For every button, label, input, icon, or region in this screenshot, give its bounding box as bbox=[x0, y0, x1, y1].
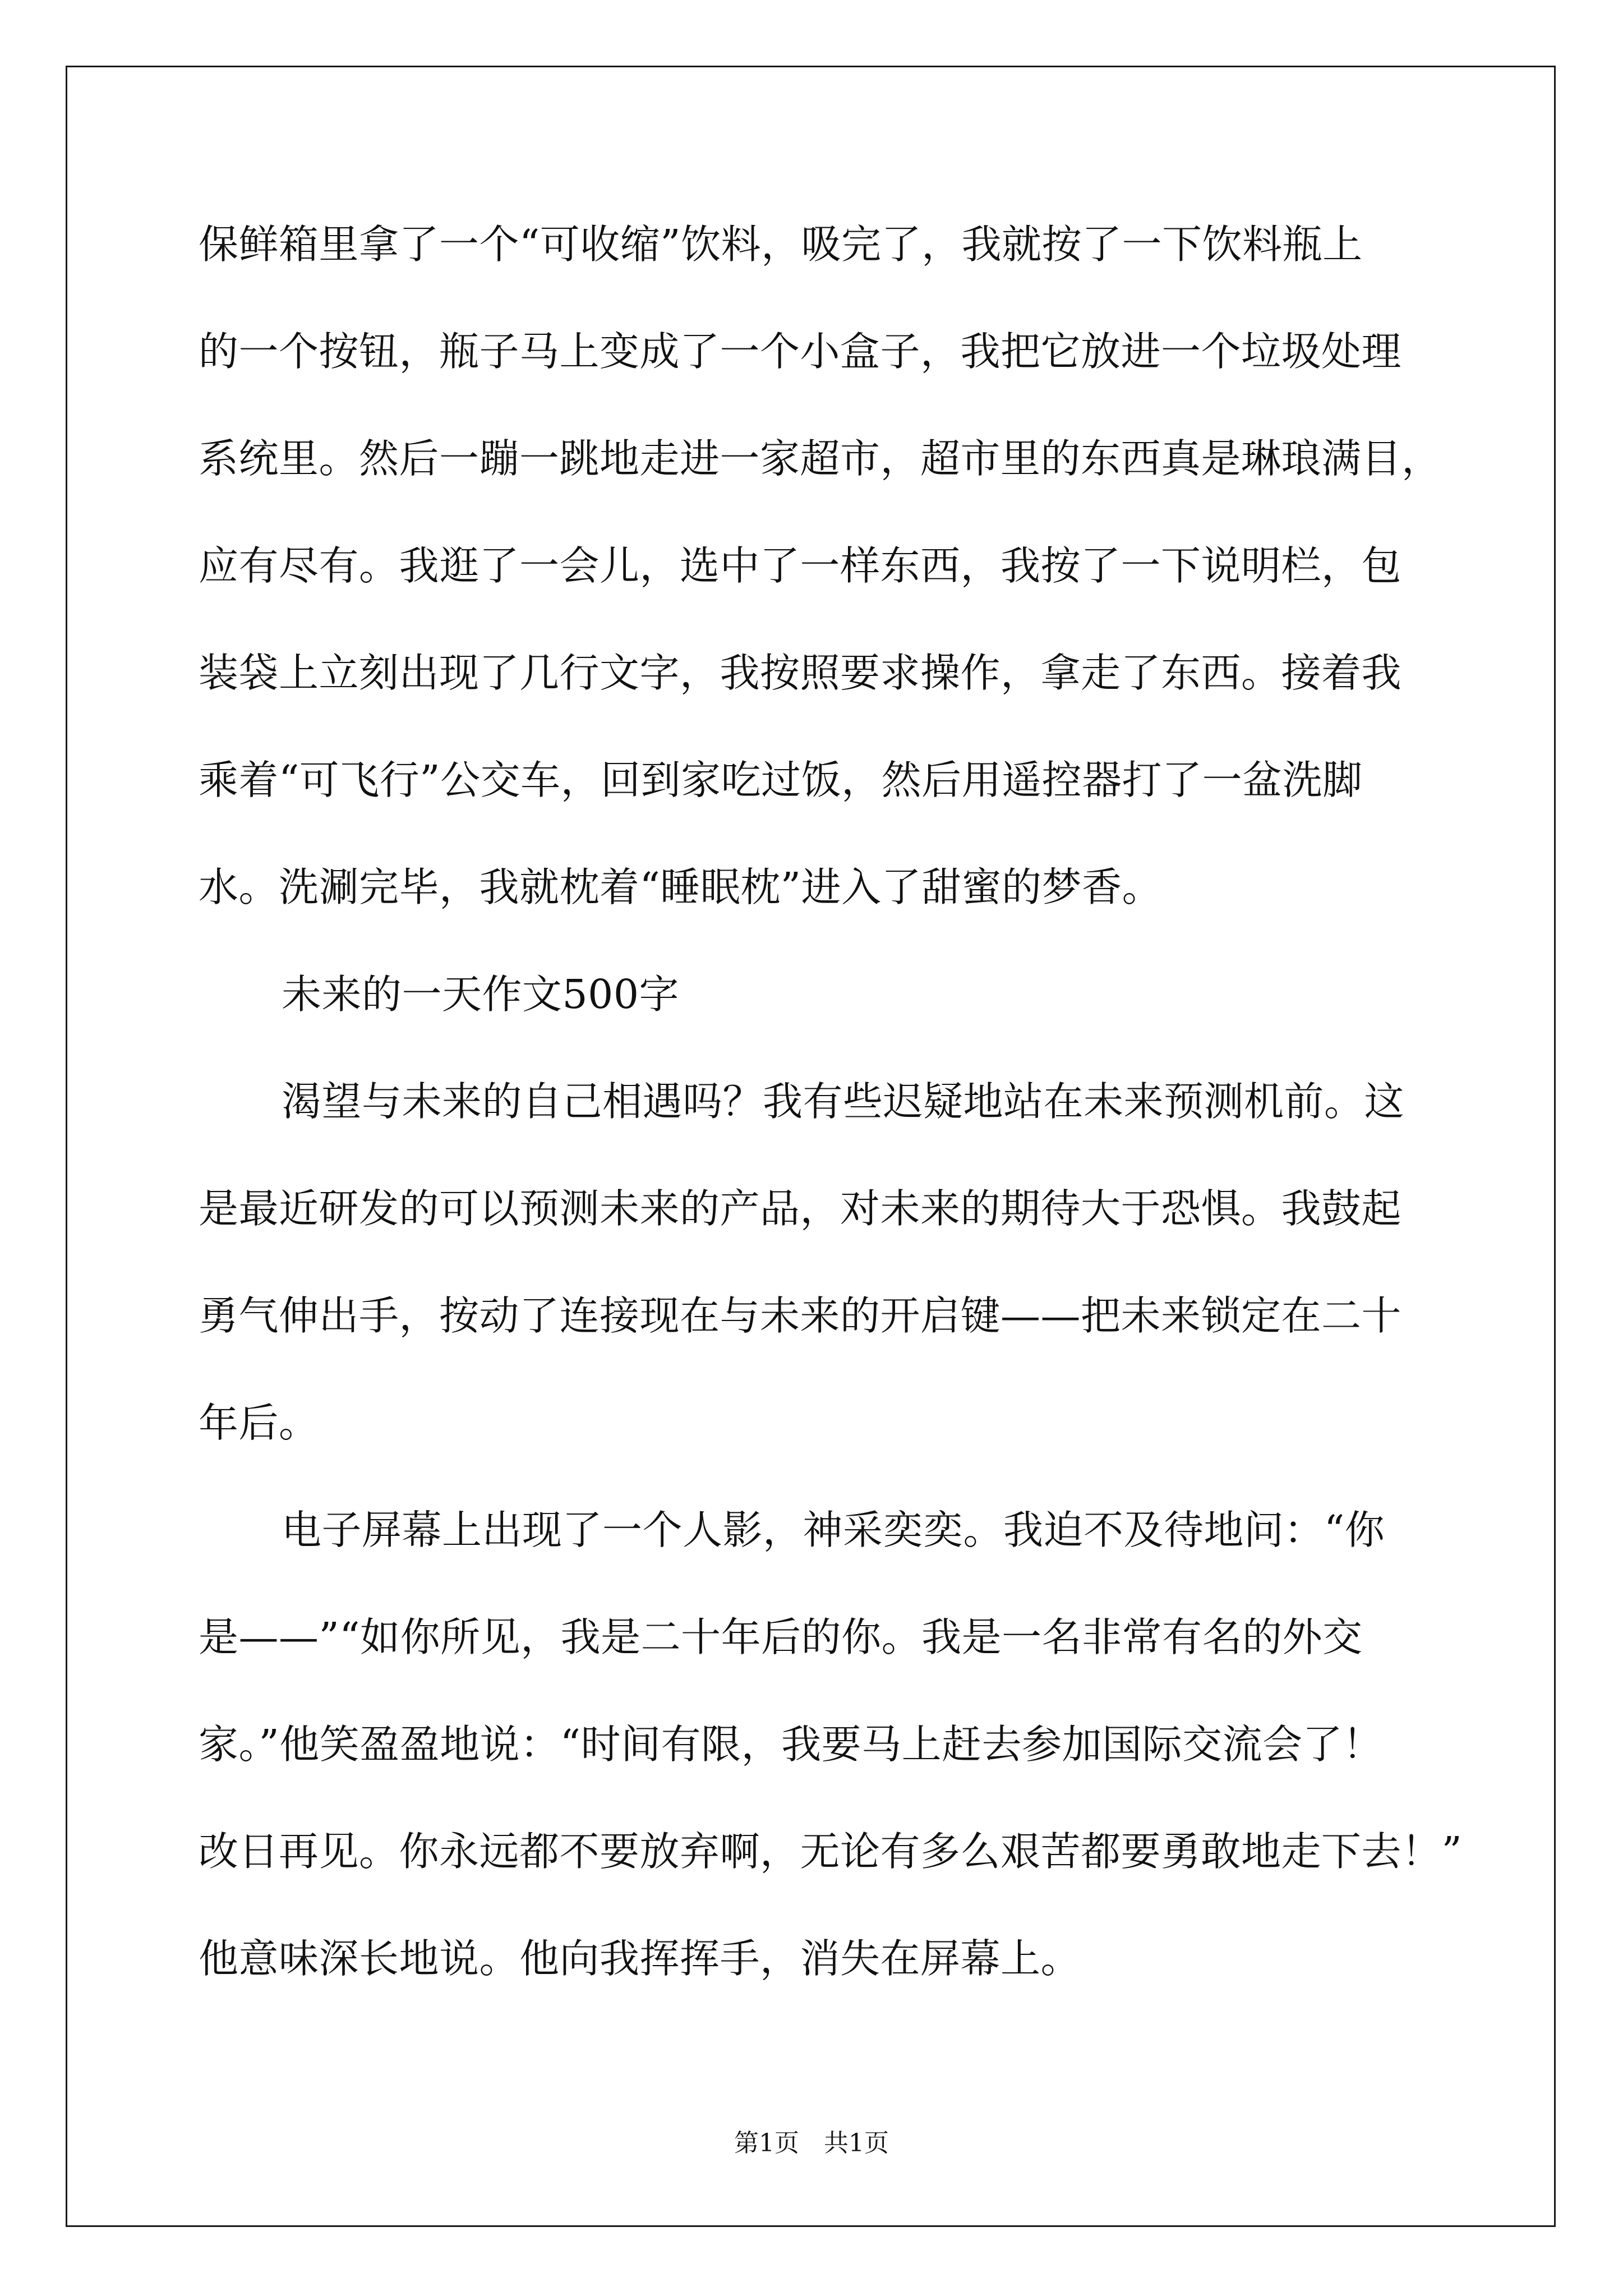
text-line-5: 装袋上立刻出现了几行文字，我按照要求操作，拿走了东西。接着我 bbox=[199, 650, 1402, 696]
text-line-11: 勇气伸出手，按动了连接现在与未来的开启键——把未来锁定在二十 bbox=[199, 1292, 1402, 1339]
text-line-12: 年后。 bbox=[199, 1400, 319, 1446]
text-line-17: 他意味深长地说。他向我挥挥手，消失在屏幕上。 bbox=[199, 1935, 1081, 1982]
page-number-footer: 第1页 共1页 bbox=[734, 2129, 889, 2157]
section-title: 未来的一天作文500字 bbox=[282, 971, 680, 1018]
text-line-13: 电子屏幕上出现了一个人影，神采奕奕。我迫不及待地问：“你 bbox=[282, 1507, 1385, 1553]
text-line-3: 系统里。然后一蹦一跳地走进一家超市，超市里的东西真是琳琅满目， bbox=[199, 435, 1442, 482]
text-line-7: 水。洗涮完毕，我就枕着“睡眠枕”进入了甜蜜的梦香。 bbox=[199, 864, 1163, 910]
text-line-4: 应有尽有。我逛了一会儿，选中了一样东西，我按了一下说明栏，包 bbox=[199, 542, 1402, 589]
text-line-9: 渴望与未来的自己相遇吗？我有些迟疑地站在未来预测机前。这 bbox=[282, 1078, 1405, 1125]
text-line-6: 乘着“可飞行”公交车，回到家吃过饭，然后用遥控器打了一盆洗脚 bbox=[199, 757, 1363, 803]
text-line-2: 的一个按钮，瓶子马上变成了一个小盒子，我把它放进一个垃圾处理 bbox=[199, 328, 1402, 375]
text-line-16: 改日再见。你永远都不要放弃啊，无论有多么艰苦都要勇敢地走下去！” bbox=[199, 1828, 1463, 1875]
text-line-1: 保鲜箱里拿了一个“可收缩”饮料，吸完了，我就按了一下饮料瓶上 bbox=[199, 221, 1363, 268]
text-line-15: 家。”他笑盈盈地说：“时间有限，我要马上赶去参加国际交流会了！ bbox=[199, 1721, 1383, 1768]
document-body bbox=[199, 213, 1477, 2035]
text-line-14: 是——”“如你所见，我是二十年后的你。我是一名非常有名的外交 bbox=[199, 1614, 1363, 1660]
text-line-10: 是最近研发的可以预测未来的产品，对未来的期待大于恐惧。我鼓起 bbox=[199, 1185, 1402, 1232]
